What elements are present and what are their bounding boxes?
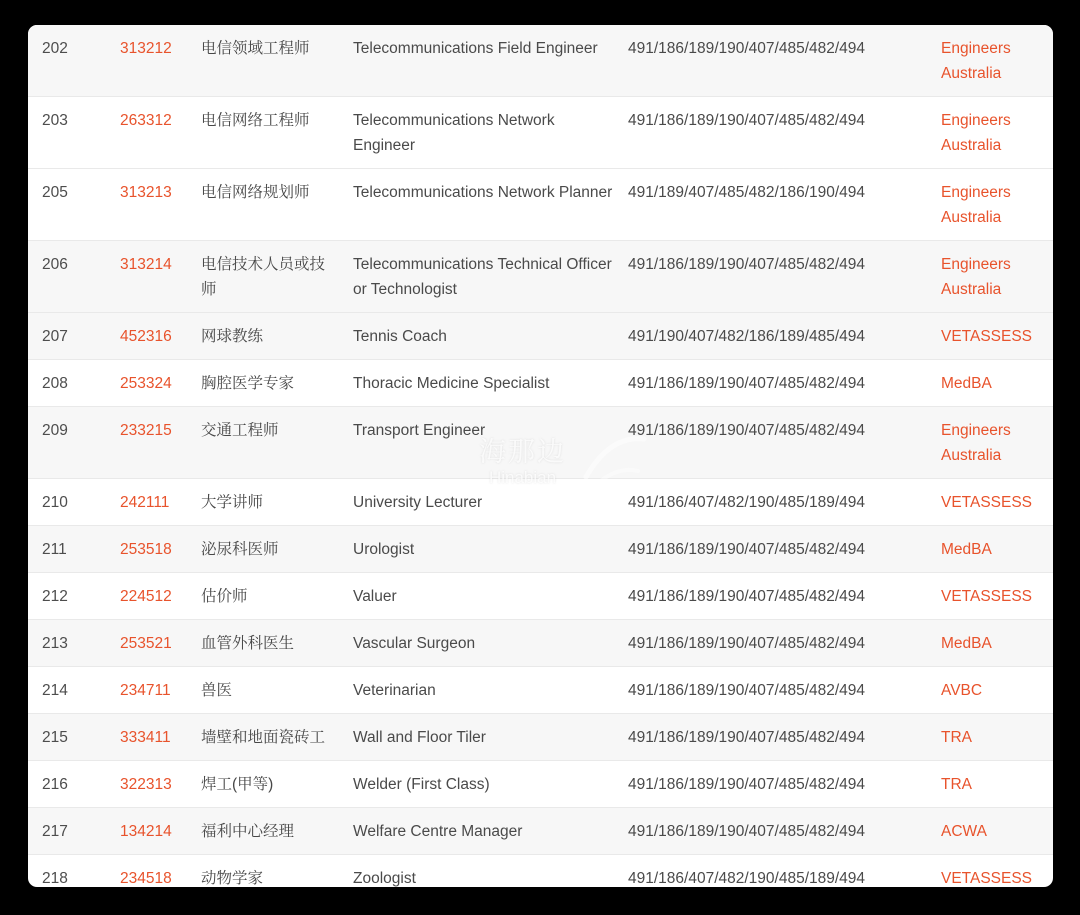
occupation-list-card [28, 25, 1053, 887]
row-number: 213 [28, 620, 120, 667]
row-number: 206 [28, 241, 120, 313]
table-row [28, 360, 1053, 407]
occupation-code-link[interactable]: 134214 [120, 808, 201, 855]
occupation-code-link[interactable]: 313214 [120, 241, 201, 313]
assessing-authority-link[interactable]: Engineers Australia [941, 25, 1053, 97]
assessing-authority-link[interactable]: MedBA [941, 620, 1053, 667]
occupation-name-en: Wall and Floor Tiler [353, 714, 628, 761]
occupation-name-en: Tennis Coach [353, 313, 628, 360]
table-row [28, 97, 1053, 169]
occupation-name-en: Veterinarian [353, 667, 628, 714]
table-row [28, 667, 1053, 714]
occupation-code-link[interactable]: 313212 [120, 25, 201, 97]
occupation-name-zh: 福利中心经理 [201, 808, 353, 855]
watermark-text-en: Hinabian [488, 468, 557, 487]
occupation-name-en: Telecommunications Network Planner [353, 169, 628, 241]
occupation-code-link[interactable]: 253518 [120, 526, 201, 573]
table-row [28, 620, 1053, 667]
occupation-code-link[interactable]: 234518 [120, 855, 201, 888]
visa-subclasses: 491/186/189/190/407/485/482/494 [628, 407, 941, 479]
occupation-code-link[interactable]: 322313 [120, 761, 201, 808]
visa-subclasses: 491/186/189/190/407/485/482/494 [628, 667, 941, 714]
occupation-code-link[interactable]: 253324 [120, 360, 201, 407]
occupation-name-en: University Lecturer [353, 479, 628, 526]
table-row [28, 573, 1053, 620]
row-number: 216 [28, 761, 120, 808]
assessing-authority-link[interactable]: VETASSESS [941, 855, 1053, 888]
occupation-name-zh: 墙壁和地面瓷砖工 [201, 714, 353, 761]
visa-subclasses: 491/186/189/190/407/485/482/494 [628, 25, 941, 97]
table-row [28, 169, 1053, 241]
table-row [28, 714, 1053, 761]
row-number: 215 [28, 714, 120, 761]
occupation-name-en: Zoologist [353, 855, 628, 888]
occupation-name-zh: 兽医 [201, 667, 353, 714]
table-row [28, 241, 1053, 313]
occupation-name-en: Transport Engineer [353, 407, 628, 479]
occupation-code-link[interactable]: 313213 [120, 169, 201, 241]
occupation-code-link[interactable]: 234711 [120, 667, 201, 714]
table-row [28, 808, 1053, 855]
table-row [28, 407, 1053, 479]
assessing-authority-link[interactable]: VETASSESS [941, 313, 1053, 360]
occupation-code-link[interactable]: 242111 [120, 479, 201, 526]
assessing-authority-link[interactable]: Engineers Australia [941, 169, 1053, 241]
table-row [28, 25, 1053, 97]
assessing-authority-link[interactable]: Engineers Australia [941, 241, 1053, 313]
visa-subclasses: 491/186/189/190/407/485/482/494 [628, 241, 941, 313]
occupation-table [28, 25, 1053, 887]
assessing-authority-link[interactable]: Engineers Australia [941, 407, 1053, 479]
assessing-authority-link[interactable]: MedBA [941, 526, 1053, 573]
occupation-name-zh: 电信网络规划师 [201, 169, 353, 241]
occupation-code-link[interactable]: 263312 [120, 97, 201, 169]
assessing-authority-link[interactable]: Engineers Australia [941, 97, 1053, 169]
occupation-name-en: Vascular Surgeon [353, 620, 628, 667]
occupation-name-en: Telecommunications Technical Officer or Technologist [353, 241, 628, 313]
table-row [28, 313, 1053, 360]
table-row [28, 526, 1053, 573]
row-number: 217 [28, 808, 120, 855]
row-number: 210 [28, 479, 120, 526]
visa-subclasses: 491/186/407/482/190/485/189/494 [628, 479, 941, 526]
occupation-name-zh: 血管外科医生 [201, 620, 353, 667]
row-number: 202 [28, 25, 120, 97]
visa-subclasses: 491/190/407/482/186/189/485/494 [628, 313, 941, 360]
row-number: 218 [28, 855, 120, 888]
visa-subclasses: 491/186/189/190/407/485/482/494 [628, 808, 941, 855]
assessing-authority-link[interactable]: TRA [941, 761, 1053, 808]
visa-subclasses: 491/186/189/190/407/485/482/494 [628, 573, 941, 620]
visa-subclasses: 491/186/189/190/407/485/482/494 [628, 526, 941, 573]
occupation-name-en: Valuer [353, 573, 628, 620]
occupation-table-body [28, 25, 1053, 887]
occupation-name-en: Telecommunications Field Engineer [353, 25, 628, 97]
visa-subclasses: 491/186/189/190/407/485/482/494 [628, 620, 941, 667]
visa-subclasses: 491/189/407/485/482/186/190/494 [628, 169, 941, 241]
row-number: 209 [28, 407, 120, 479]
occupation-name-zh: 动物学家 [201, 855, 353, 888]
occupation-code-link[interactable]: 253521 [120, 620, 201, 667]
occupation-name-zh: 估价师 [201, 573, 353, 620]
occupation-code-link[interactable]: 233215 [120, 407, 201, 479]
table-row [28, 479, 1053, 526]
occupation-name-zh: 网球教练 [201, 313, 353, 360]
row-number: 203 [28, 97, 120, 169]
occupation-code-link[interactable]: 333411 [120, 714, 201, 761]
occupation-name-zh: 胸腔医学专家 [201, 360, 353, 407]
visa-subclasses: 491/186/189/190/407/485/482/494 [628, 360, 941, 407]
occupation-code-link[interactable]: 224512 [120, 573, 201, 620]
occupation-name-zh: 电信领域工程师 [201, 25, 353, 97]
table-row [28, 855, 1053, 888]
occupation-name-en: Welder (First Class) [353, 761, 628, 808]
occupation-name-en: Welfare Centre Manager [353, 808, 628, 855]
row-number: 214 [28, 667, 120, 714]
occupation-name-en: Urologist [353, 526, 628, 573]
row-number: 205 [28, 169, 120, 241]
assessing-authority-link[interactable]: VETASSESS [941, 479, 1053, 526]
table-row [28, 761, 1053, 808]
visa-subclasses: 491/186/189/190/407/485/482/494 [628, 714, 941, 761]
row-number: 208 [28, 360, 120, 407]
assessing-authority-link[interactable]: TRA [941, 714, 1053, 761]
occupation-code-link[interactable]: 452316 [120, 313, 201, 360]
occupation-name-en: Thoracic Medicine Specialist [353, 360, 628, 407]
visa-subclasses: 491/186/189/190/407/485/482/494 [628, 97, 941, 169]
assessing-authority-link[interactable]: AVBC [941, 667, 1053, 714]
visa-subclasses: 491/186/407/482/190/485/189/494 [628, 855, 941, 888]
occupation-name-zh: 焊工(甲等) [201, 761, 353, 808]
occupation-name-zh: 大学讲师 [201, 479, 353, 526]
visa-subclasses: 491/186/189/190/407/485/482/494 [628, 761, 941, 808]
occupation-name-zh: 电信网络工程师 [201, 97, 353, 169]
occupation-name-zh: 交通工程师 [201, 407, 353, 479]
occupation-name-zh: 电信技术人员或技师 [201, 241, 353, 313]
occupation-name-en: Telecommunications Network Engineer [353, 97, 628, 169]
row-number: 207 [28, 313, 120, 360]
assessing-authority-link[interactable]: MedBA [941, 360, 1053, 407]
occupation-name-zh: 泌尿科医师 [201, 526, 353, 573]
assessing-authority-link[interactable]: ACWA [941, 808, 1053, 855]
assessing-authority-link[interactable]: VETASSESS [941, 573, 1053, 620]
watermark-text-cn: 海那边 [479, 437, 566, 467]
row-number: 212 [28, 573, 120, 620]
row-number: 211 [28, 526, 120, 573]
